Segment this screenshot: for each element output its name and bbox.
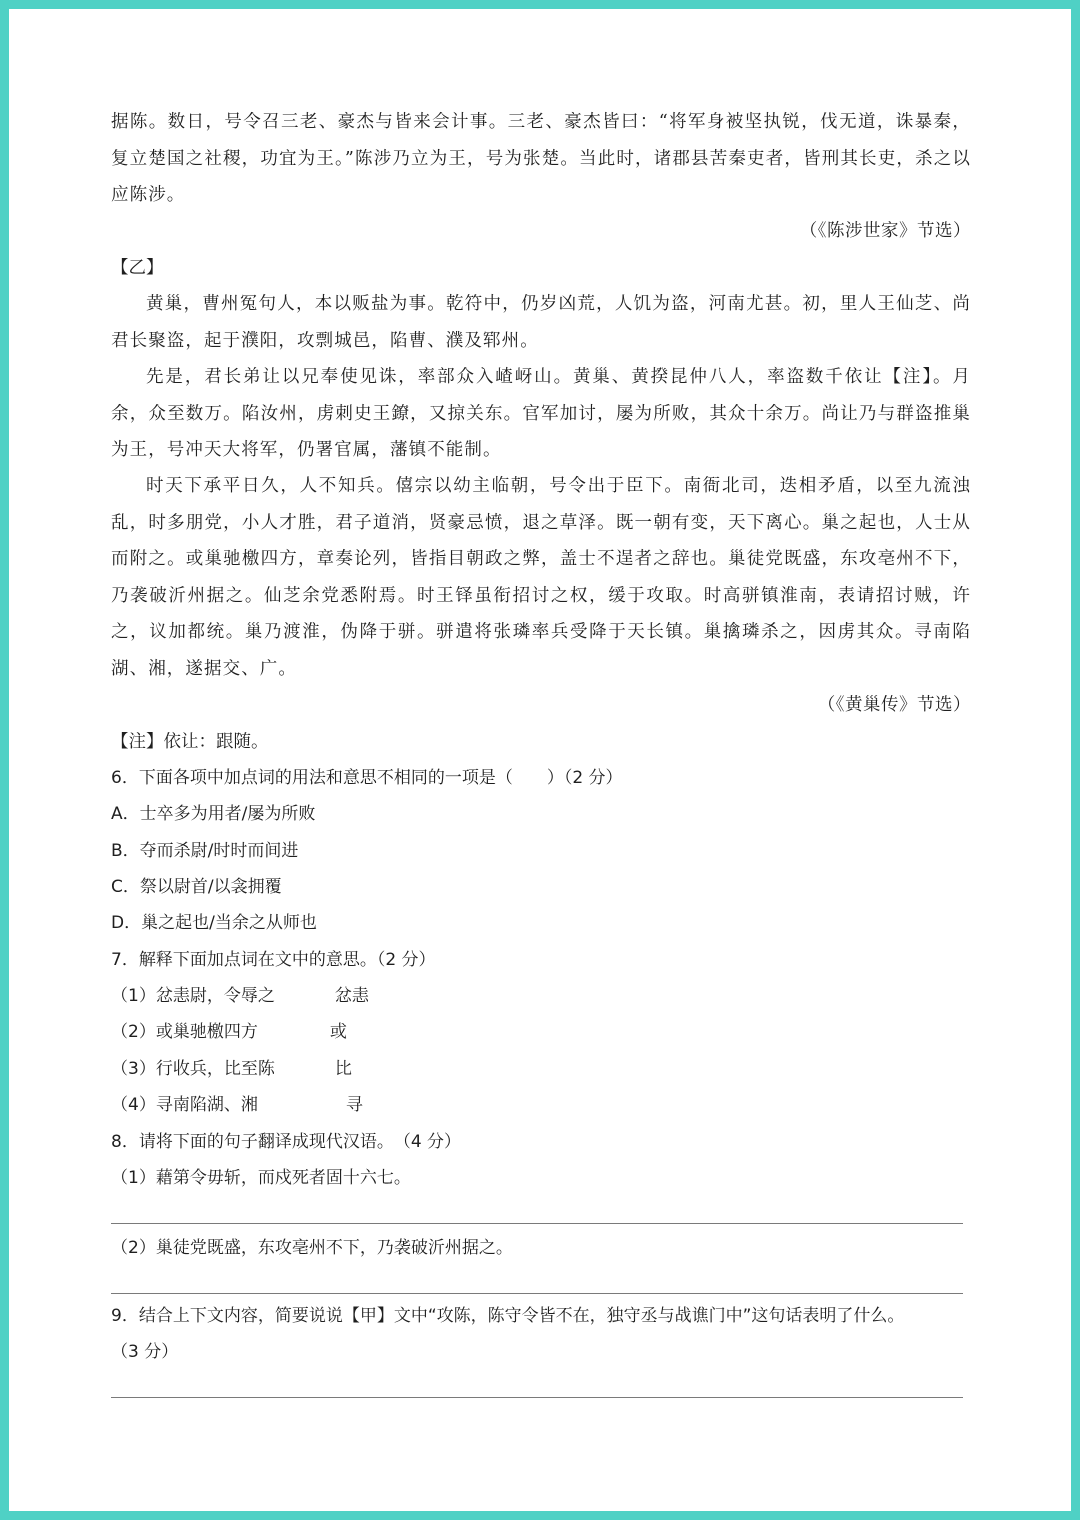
q6-option-d: D．巢之起也/当余之从师也	[111, 913, 317, 933]
q7-stem: 7．解释下面加点词在文中的意思。（2 分）	[111, 950, 436, 970]
passage-b-paragraph-3: 时天下承平日久，人不知兵。僖宗以幼主临朝，号令出于臣下。南衙北司，迭相矛盾，以至九流浊乱，时多朋党，小人才胜，君子道消，贤豪忌愤，退之草泽。既一朝有变，天下离心。巢之起也，人士从而附之。或巢驰檄四方，章奏论列，皆指目朝政之弊，盖士不逞者之辞也。巢徒党既盛，东攻亳州不下，乃袭破沂州据之。仙芝余党悉附焉。时王铎虽衔招讨之权，缓于攻取。时高骈镇淮南，表请招讨贼，许之，议加都统。巢乃渡淮，伪降于骈。骈遣将张璘率兵受降于天长镇。巢擒璘杀之，因虏其众。寻南陷湖、湘，遂据交、广。	[111, 476, 971, 679]
q9-stem: 9．结合上下文内容，简要说说【甲】文中“攻陈，陈守令皆不在，独守丞与战谯门中”这句话表明了什么。	[111, 1306, 905, 1326]
q6-option-c: C．祭以尉首/以衾拥覆	[111, 877, 282, 897]
q7-item-4-word: 寻	[345, 1095, 363, 1115]
q7-item-2-text: （2）或巢驰檄四方	[111, 1022, 258, 1042]
q9-answer-line[interactable]	[111, 1397, 963, 1398]
passage-b-source: （《黄巢传》节选）	[817, 695, 971, 715]
q7-item-2	[111, 1014, 347, 1050]
q7-item-1-word: 忿恚	[334, 986, 369, 1006]
q7-item-1-text: （1）忿恚尉，令辱之	[111, 986, 275, 1006]
q8-stem: 8．请将下面的句子翻译成现代汉语。 （4 分）	[111, 1132, 462, 1152]
passage-b-paragraph-1: 黄巢，曹州冤句人，本以贩盐为事。乾符中，仍岁凶荒，人饥为盗，河南尤甚。初，里人王仙芝、尚君长聚盗，起于濮阳，攻剽城邑，陷曹、濮及郓州。	[111, 294, 971, 351]
note: 【注】依让：跟随。	[111, 732, 269, 752]
q7-item-3-text: （3）行收兵，比至陈	[111, 1059, 275, 1079]
q8-answer-line-2[interactable]	[111, 1293, 963, 1294]
q8-item-2: （2）巢徒党既盛，东攻亳州不下，乃袭破沂州据之。	[111, 1238, 513, 1258]
q7-item-4-text: （4）寻南陷湖、湘	[111, 1095, 258, 1115]
passage-a-source: （《陈涉世家》节选）	[799, 221, 971, 241]
q9-points: （3 分）	[111, 1342, 179, 1362]
passage-a-text: 据陈。数日，号令召三老、豪杰与皆来会计事。三老、豪杰皆曰：“将军身被坚执锐，伐无道，诛暴秦，复立楚国之社稷，功宜为王。”陈涉乃立为王，号为张楚。当此时，诸郡县苦秦吏者，皆刑其长吏，杀之以应陈涉。	[111, 112, 971, 205]
q7-item-2-word: 或	[329, 1022, 347, 1042]
passage-b-paragraph-2: 先是，君长弟让以兄奉使见诛，率部众入嵖岈山。黄巢、黄揆昆仲八人，率盗数千依让【注】。月余，众至数万。陷汝州，虏刺史王鐐，又掠关东。官军加讨，屡为所败，其众十余万。尚让乃与群盗推巢为王，号冲天大将军，仍署官属，藩镇不能制。	[111, 367, 971, 460]
passage-b-heading: 【乙】	[111, 258, 164, 278]
q7-item-4	[111, 1087, 363, 1123]
q6-option-b: B．夺而杀尉/时时而间进	[111, 841, 299, 861]
q7-item-3-word: 比	[334, 1059, 352, 1079]
q6-stem: 6．下面各项中加点词的用法和意思不相同的一项是（ ）（2 分）	[111, 768, 623, 788]
q6-option-a: A．士卒多为用者/屡为所败	[111, 804, 316, 824]
q8-answer-line-1[interactable]	[111, 1223, 963, 1224]
q7-item-3	[111, 1051, 352, 1087]
q7-item-1	[111, 978, 369, 1014]
q8-item-1: （1）藉第令毋斩，而戍死者固十六七。	[111, 1168, 411, 1188]
